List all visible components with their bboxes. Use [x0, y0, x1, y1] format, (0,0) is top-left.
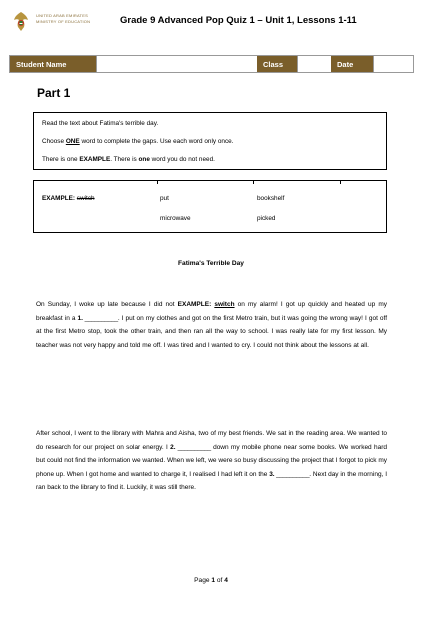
word-bank-word: picked	[257, 215, 276, 222]
class-field[interactable]	[297, 56, 331, 72]
student-name-label: Student Name	[10, 56, 96, 72]
class-label: Class	[257, 56, 297, 72]
column-tick	[157, 181, 158, 184]
instruction-line-3: There is one EXAMPLE. There is one word you do not need.	[42, 156, 215, 163]
story-paragraph-1: On Sunday, I woke up late because I did not EXAMPLE: switch on my alarm! I got up quickly and heated up my breakfast in a 1. __________. I put on my clothes and got on the first Metro train, but it was going the wrong way! I got off at the first Metro stop, took the other train, and then ran all the way to school. I was really late for my first lesson. My teacher was not very happy and told me off. I was tired and I wanted to cry. I could not think about the lessons at all.	[36, 301, 388, 349]
date-field[interactable]	[373, 56, 413, 72]
word-bank-word: bookshelf	[257, 195, 285, 202]
uae-emblem-icon	[10, 10, 32, 34]
ministry-line-1: UNITED ARAB EMIRATES	[36, 13, 88, 18]
word-bank-example: EXAMPLE: switch	[42, 195, 95, 202]
ministry-line-2: MINISTRY OF EDUCATION	[36, 19, 91, 24]
story-title: Fatima's Terrible Day	[178, 260, 244, 267]
word-bank	[33, 180, 387, 233]
gap-3-number: 3.	[269, 470, 275, 478]
gap-3-blank[interactable]: __________	[274, 470, 310, 478]
gap-1-blank[interactable]: __________	[82, 314, 118, 322]
example-answer: switch	[214, 301, 235, 308]
part-title: Part 1	[37, 86, 71, 100]
date-label: Date	[331, 56, 373, 72]
column-tick	[340, 181, 341, 184]
gap-1-number: 1.	[77, 314, 83, 322]
instruction-line-1: Read the text about Fatima's terrible day.	[42, 120, 159, 127]
page-footer: Page 1 of 4	[194, 577, 228, 584]
quiz-title: Grade 9 Advanced Pop Quiz 1 – Unit 1, Lessons 1-11	[120, 15, 357, 26]
word-bank-word: put	[160, 195, 169, 202]
ministry-name	[36, 13, 90, 25]
student-info-bar	[9, 55, 414, 73]
word-bank-word: microwave	[160, 215, 191, 222]
page-number: 1	[211, 577, 216, 584]
column-tick	[253, 181, 254, 184]
student-name-field[interactable]	[96, 56, 257, 72]
page-total: 4	[224, 577, 228, 584]
gap-2-number: 2.	[170, 443, 176, 451]
gap-2-blank[interactable]: __________	[175, 443, 211, 451]
instructions-box	[33, 112, 387, 170]
instruction-line-2: Choose ONE word to complete the gaps. Use each word only once.	[42, 138, 234, 145]
story-paragraph-2: After school, I went to the library with Mahra and Aisha, two of my best friends. We sat in the reading area. We wanted to do research for our project on solar energy. I 2. __________ down my mobile phone near some books. We worked hard but could not find the information we wanted. When we left, we were so busy discussing the project that I forgot to pick my phone up. When I got home and wanted to charge it, I realised I had left it on the 3. __________. Next day in the morning, I ran back to the library to find it. Luckily, it was still there.	[36, 430, 387, 492]
